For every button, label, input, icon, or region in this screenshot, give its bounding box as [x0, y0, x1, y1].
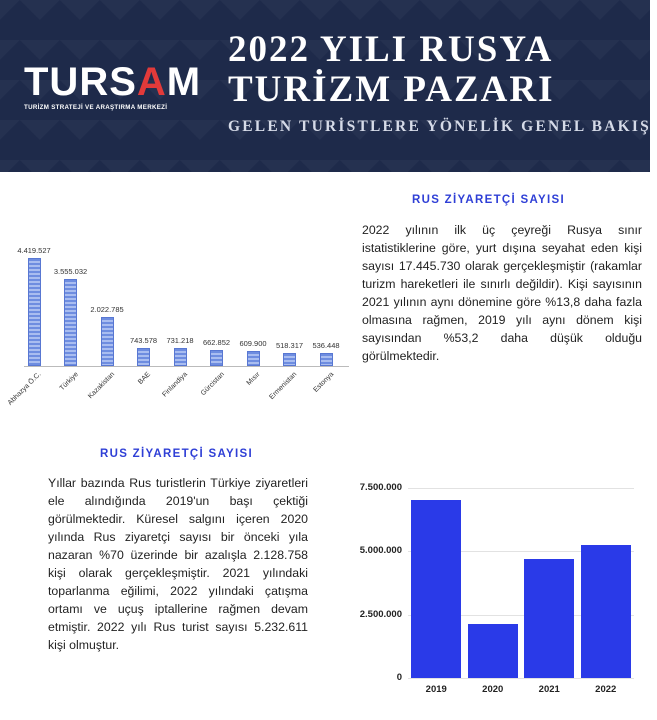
chart1-bar-0: [28, 258, 41, 366]
chart2-gridline-3: [408, 488, 634, 489]
chart1-bar-3: [137, 348, 150, 366]
chart2-ytick-label-3: 7.500.000: [359, 482, 402, 493]
chart2-bar-2019: [411, 500, 461, 678]
logo-tagline: TURİZM STRATEJİ VE ARAŞTIRMA MERKEZİ: [24, 104, 168, 111]
logo-text-part2: M: [166, 60, 202, 104]
chart2-bar-2021: [524, 559, 574, 678]
logo-wordmark: [24, 62, 204, 102]
page-title-line1: 2022 YILI RUSYA: [228, 29, 554, 70]
section1-paragraph: 2022 yılının ilk üç çeyreği Rusya sınır istatistiklerine göre, yurt dışına seyahat eden kişi sayısı 17.445.730 olarak gerçekleşmiştir (rakamlar turizm hareketleri ile sınırlı değildir). Kişi sayısının 2021 yılının aynı dönemine göre %13,8 daha fazla olmasına rağmen, 2019 yılı aynı dönem kişi sayısından %53,2 daha düşük olduğu görülmektedir.: [362, 223, 642, 363]
chart2-category-label-2019: 2019: [425, 684, 447, 695]
chart1-category-label-6: Mısır: [245, 371, 262, 387]
header-banner: [0, 0, 650, 172]
chart1-bar-6: [247, 351, 260, 366]
chart2-category-label-2021: 2021: [538, 684, 560, 695]
chart1-value-label-0: 4.419.527: [17, 246, 51, 255]
logo-text-part1: TURS: [24, 60, 137, 104]
chart2-ytick-label-0: 0: [396, 672, 402, 683]
section1-heading: RUS ZİYARETÇİ SAYISI: [412, 194, 565, 206]
chart2-bar-2020: [468, 624, 518, 678]
chart1-bar-4: [174, 348, 187, 366]
chart1-category-label-1: Türkiye: [58, 371, 80, 393]
chart2-bar-2022: [581, 545, 631, 678]
chart1-category-label-8: Estonya: [312, 371, 335, 394]
chart1-category-label-2: Kazakistan: [86, 371, 116, 401]
chart1-category-label-4: Finlandiya: [161, 371, 189, 399]
chart1-value-label-2: 2.022.785: [90, 304, 124, 314]
chart1-value-label-3: 743.578: [129, 335, 158, 345]
chart1-value-label-1: 3.555.032: [53, 267, 88, 277]
section2-heading: RUS ZİYARETÇİ SAYISI: [100, 448, 253, 460]
destination-bar-chart: [7, 228, 354, 413]
chart1-bar-8: [320, 353, 333, 366]
chart1-category-label-3: BAE: [137, 371, 153, 386]
chart1-value-label-8: 536.448: [312, 340, 340, 350]
chart1-category-label-7: Ermenistan: [268, 371, 299, 401]
chart1-bar-1: [64, 279, 77, 366]
chart1-value-label-5: 662.852: [202, 337, 231, 347]
chart1-value-label-6: 609.900: [239, 339, 267, 349]
chart1-value-label-7: 518.317: [275, 341, 304, 351]
chart1-category-label-5: Gürcistan: [199, 371, 226, 398]
chart1-bar-5: [210, 350, 223, 366]
chart2-gridline-0: [408, 678, 634, 679]
title-block: [228, 29, 651, 136]
chart2-category-label-2022: 2022: [595, 684, 617, 695]
chart1-bar-2: [101, 317, 114, 366]
tursam-logo: [24, 62, 204, 111]
chart2-ytick-label-1: 2.500.000: [359, 608, 402, 620]
chart1-baseline: [24, 366, 349, 367]
chart2-ytick-label-2: 5.000.000: [359, 545, 402, 557]
yearly-visitors-bar-chart: [344, 470, 644, 710]
logo-text-accent: A: [136, 60, 167, 104]
page-subtitle: GELEN TURİSTLERE YÖNELİK GENEL BAKIŞ: [228, 118, 651, 135]
section2-paragraph: Yıllar bazında Rus turistlerin Türkiye ziyaretleri ele alındığında 2019'un başı çektiği görülmektedir. Küresel salgını içeren 2020 yılında Rus ziyaretçi sayısı bir önceki yıla nazaran %70 üzerinde bir azalışla 2.128.758 kişi olarak gerçekleşmiştir. 2021 yılındaki toparlanma eğilimi, 2022 yılındaki çatışma ortamı ve uçuş iptallerine rağmen devam etmiştir. 2022 yılı Rus turist sayısı 5.232.611 kişi olmuştur.: [48, 476, 308, 652]
chart1-bar-7: [283, 353, 296, 366]
chart2-category-label-2020: 2020: [482, 684, 504, 695]
chart1-value-label-4: 731.218: [166, 336, 194, 346]
page-title-line2: TURİZM PAZARI: [228, 69, 555, 110]
chart1-category-label-0: Abhazya Ö.C.: [7, 371, 43, 407]
